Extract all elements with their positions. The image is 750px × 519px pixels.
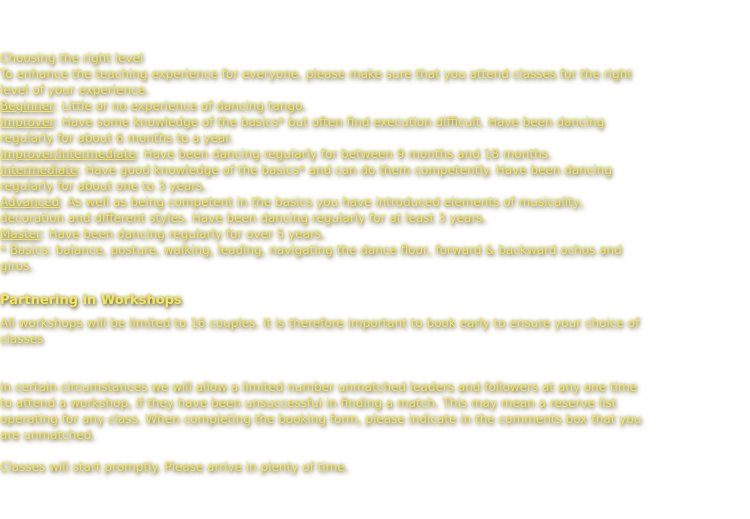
level-intermediate-text-2: regularly for about one to 3 years. bbox=[0, 179, 207, 193]
unmatched-line-2: to attend a workshop, if they have been unsuccessful in finding a match. This may mean a reserve list bbox=[0, 396, 617, 410]
document-body bbox=[0, 50, 712, 475]
unmatched-line-4: are unmatched. bbox=[0, 428, 96, 442]
unmatched-line-1: In certain circumstances we will allow a limited number unmatched leaders and followers at any one time bbox=[0, 380, 638, 394]
spacer bbox=[0, 443, 712, 459]
levels-title: Choosing the right level bbox=[0, 51, 144, 65]
spacer bbox=[0, 347, 712, 379]
level-advanced-text-1: : As well as being competent in the basics you have introduced elements of musicality, bbox=[59, 195, 584, 209]
level-advanced-term: Advanced bbox=[0, 195, 60, 209]
level-intermediate-term: Intermediate bbox=[0, 163, 78, 177]
level-improver-intermediate bbox=[0, 146, 712, 162]
level-advanced bbox=[0, 194, 712, 210]
level-intermediate-text-1: : Have good knowledge of the basics* and can do them competently. Have been dancing bbox=[77, 163, 612, 177]
partnering-limit-line-1: All workshops will be limited to 16 couples. It is therefore important to book early to ensure your choice of bbox=[0, 316, 640, 330]
level-beginner-text: : Little or no experience of dancing tango. bbox=[53, 99, 307, 113]
basics-note-line-2: giros. bbox=[0, 259, 34, 273]
level-improver-text-2: regularly for about 6 months to a year. bbox=[0, 131, 233, 145]
basics-note-line-1: * Basics: balance, posture, walking, leading, navigating the dance floor, forward & backward ochos and bbox=[0, 243, 622, 257]
partnering-heading: Partnering in Workshops bbox=[0, 293, 182, 308]
level-improver bbox=[0, 114, 712, 130]
level-master bbox=[0, 226, 712, 242]
partnering-limit-line-2: classes bbox=[0, 332, 44, 346]
level-improver-intermediate-term: Improver/Intermediate bbox=[0, 147, 136, 161]
level-intermediate bbox=[0, 162, 712, 178]
levels-intro-line-1: To enhance the teaching experience for everyone, please make sure that you attend classes for the right bbox=[0, 67, 632, 81]
level-beginner-term: Beginner bbox=[0, 99, 54, 113]
unmatched-line-3: operating for any class. When completing the booking form, please indicate in the comments box that you bbox=[0, 412, 642, 426]
level-improver-intermediate-text: : Have been dancing regularly for between 9 months and 18 months. bbox=[135, 147, 552, 161]
level-master-term: Master bbox=[0, 227, 41, 241]
level-master-text: : Have been dancing regularly for over 5 years. bbox=[40, 227, 325, 241]
level-advanced-text-2: decoration and different styles. Have been dancing regularly for at least 3 years. bbox=[0, 211, 487, 225]
level-beginner bbox=[0, 98, 712, 114]
level-improver-text-1: : Have some knowledge of the basics* but often find execution difficult. Have been dancing bbox=[54, 115, 605, 129]
start-promptly-notice: Classes will start promptly. Please arrive in plenty of time. bbox=[0, 460, 349, 474]
levels-intro-line-2: level of your experience. bbox=[0, 83, 149, 97]
level-improver-term: Improver bbox=[0, 115, 55, 129]
